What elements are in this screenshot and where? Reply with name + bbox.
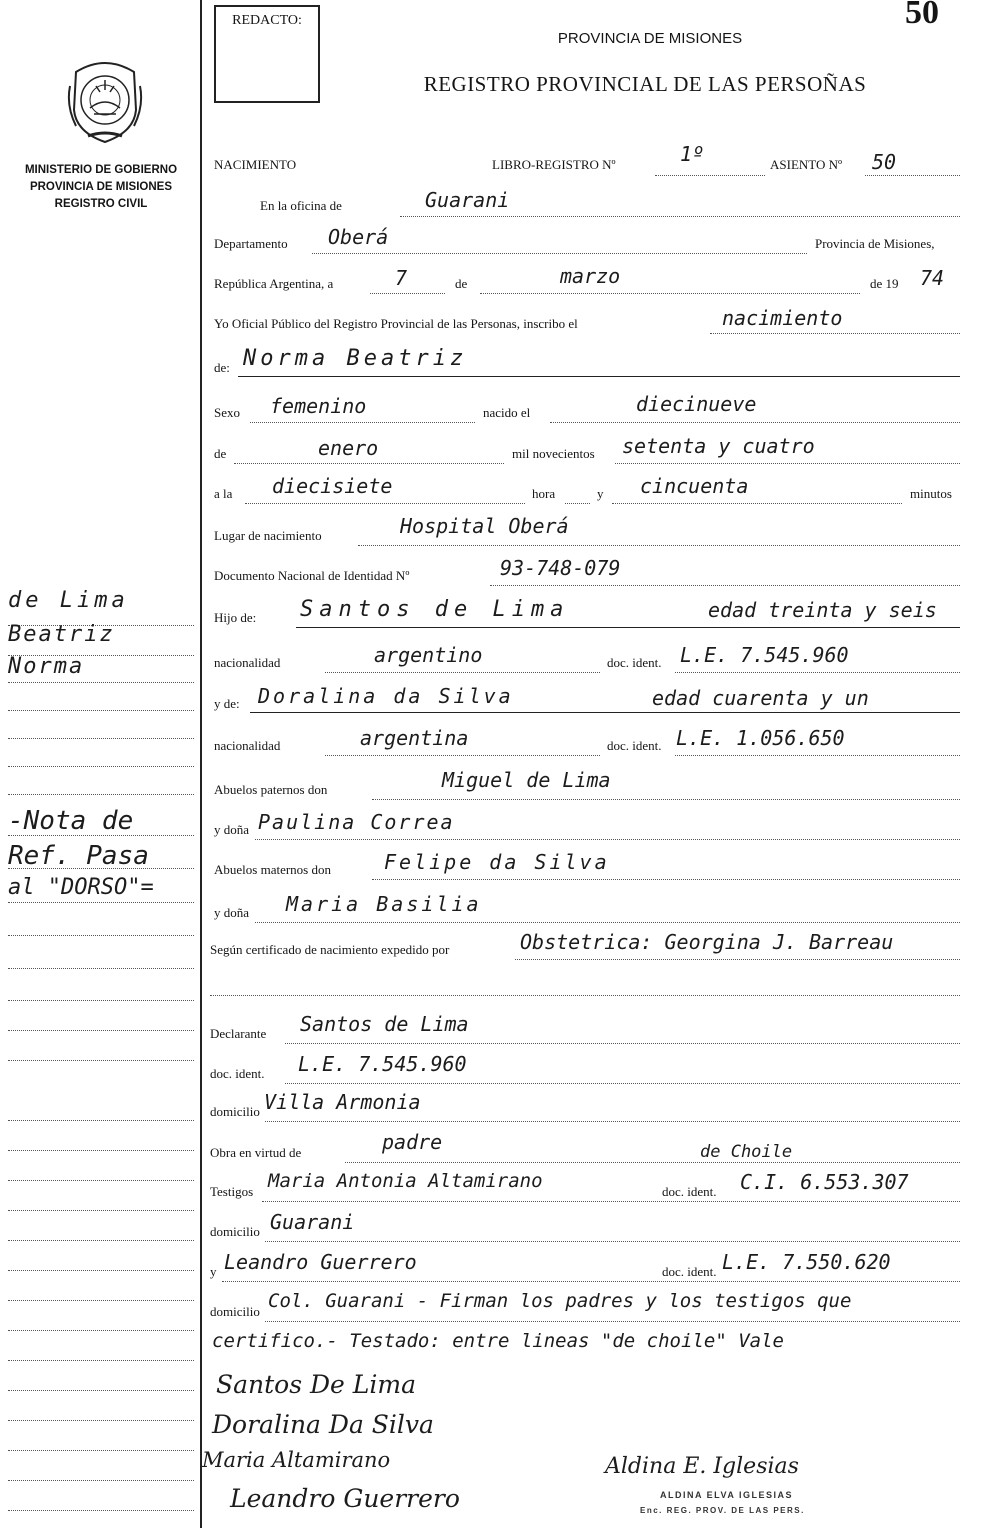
margin-line (8, 1000, 194, 1001)
record-type-label: NACIMIENTO (214, 157, 297, 172)
witness2-doc: L.E. 7.550.620 (722, 1250, 891, 1274)
margin-line (8, 710, 194, 711)
pat-grandmother-line (255, 839, 960, 840)
nationality-label: nacionalidad (214, 655, 281, 670)
minutes-line (612, 503, 902, 504)
department-value: Oberá (328, 225, 389, 249)
sex-value: femenino (270, 394, 367, 418)
mat-grandfather-line (372, 879, 960, 880)
name-rule (238, 376, 960, 377)
born-day-line (550, 422, 960, 423)
certificate-line (515, 959, 960, 960)
pat-grandfather: Miguel de Lima (442, 768, 611, 792)
minutes-value: cincuenta (640, 474, 749, 498)
hour-gap-line (565, 503, 590, 504)
margin-line (8, 1330, 194, 1331)
witness1-address-label: domicilio (210, 1224, 260, 1239)
virtue-label: Obra en virtud de (210, 1145, 302, 1160)
born-year-value: setenta y cuatro (622, 434, 815, 458)
margin-line (8, 1180, 194, 1181)
day-line (370, 293, 445, 294)
margin-line (8, 935, 194, 936)
at-label: a la (214, 486, 233, 501)
office-line (400, 216, 960, 217)
registry-heading: REGISTRO PROVINCIAL DE LAS PERSOÑAS (423, 72, 867, 96)
witness2-address-line (265, 1321, 960, 1322)
certificate-value: Obstetrica: Georgina J. Barreau (520, 930, 894, 954)
witness2-line (222, 1281, 960, 1282)
margin-note-line3: al "DORSO"= (8, 875, 154, 900)
mat-dona-label: y doña (214, 905, 250, 920)
margin-line (8, 1390, 194, 1391)
declarant-label: Declarante (210, 1026, 267, 1041)
book-line (655, 175, 765, 176)
child-label: Hijo de: (214, 610, 257, 625)
margin-line (8, 1060, 194, 1061)
republic-label: República Argentina, a (214, 276, 334, 291)
day-value: 7 (395, 266, 408, 290)
margin-surname: de Lima (8, 588, 129, 613)
book-value: 1º (680, 142, 705, 166)
signature-declarant: Santos De Lima (216, 1370, 416, 1399)
witness1-insert: de Choile (700, 1142, 793, 1162)
year-value: 74 (920, 266, 945, 290)
de2-label: de (214, 446, 227, 461)
margin-line (8, 1270, 194, 1271)
born-label: nacido el (483, 405, 531, 420)
margin-first-name: Norma (8, 654, 85, 679)
margin-line (8, 902, 194, 903)
virtue-value: padre (382, 1130, 443, 1154)
witness1-name: Maria Antonia Altamirano (268, 1170, 543, 1192)
witness2-address: Col. Guarani - Firman los padres y los testigos que (268, 1290, 852, 1312)
father-doc-line (675, 672, 960, 673)
place-value: Hospital Oberá (400, 514, 569, 538)
sex-label: Sexo (214, 405, 240, 420)
witness1-line (262, 1201, 960, 1202)
address-label: domicilio (210, 1104, 260, 1119)
mat-grandfather: Felipe da Silva (384, 850, 610, 874)
of-label: de: (214, 360, 230, 375)
mother-age: edad cuarenta y un (652, 686, 869, 710)
mother-doc: L.E. 1.056.650 (676, 726, 845, 750)
place-label: Lugar de nacimiento (214, 528, 322, 543)
pat-grandfather-line (372, 799, 960, 800)
witness1-address-line (265, 1241, 960, 1242)
official-stamp-title: Enc. REG. PROV. DE LAS PERS. (640, 1506, 805, 1515)
name-value: Norma Beatriz (243, 346, 468, 371)
pat-grandmother: Paulina Correa (258, 810, 455, 834)
witness1-doc: C.I. 6.553.307 (740, 1170, 909, 1194)
declarant-doc-label: doc. ident. (210, 1066, 265, 1081)
certificate-label: Según certificado de nacimiento expedido por (210, 942, 450, 957)
mat-grand-label: Abuelos maternos don (214, 862, 331, 877)
thousand-label: mil novecientos (512, 446, 595, 461)
margin-line (8, 766, 194, 767)
and-label: y de: (214, 696, 240, 711)
minutes-label: minutos (910, 486, 952, 501)
mother-doc-line (675, 755, 960, 756)
official-text: Yo Oficial Público del Registro Provincial de las Personas, inscribo el (214, 316, 578, 331)
department-label: Departamento (214, 236, 288, 251)
entry-line (865, 175, 960, 176)
redacto-label: REDACTO: (232, 13, 302, 28)
margin-line (8, 968, 194, 969)
hour-label: hora (532, 486, 556, 501)
margin-line (8, 1480, 194, 1481)
declarant-value: Santos de Lima (300, 1012, 469, 1036)
provincial-seal-icon (66, 56, 144, 144)
declarant-line (285, 1043, 960, 1044)
mother-nationality: argentina (360, 726, 469, 750)
father-nationality-line (325, 672, 600, 673)
sex-line (250, 422, 475, 423)
born-month-value: enero (318, 436, 379, 460)
dni-label: Documento Nacional de Identidad Nº (214, 568, 410, 583)
witness2-y-label: y (210, 1264, 217, 1279)
margin-line (8, 1450, 194, 1451)
entry-label: ASIENTO Nº (770, 157, 843, 172)
dni-line (490, 585, 960, 586)
ministry-province-line: PROVINCIA DE MISIONES (29, 181, 173, 193)
pat-grand-label: Abuelos paternos don (214, 782, 328, 797)
margin-line (8, 1240, 194, 1241)
declarant-address: Villa Armonia (264, 1090, 421, 1114)
margin-line (8, 1210, 194, 1211)
office-label: En la oficina de (260, 198, 342, 213)
mother-rule (250, 712, 960, 713)
ministry-line: MINISTERIO DE GOBIERNO (24, 164, 178, 176)
province-heading: PROVINCIA DE MISIONES (557, 30, 743, 47)
witness1-address: Guarani (270, 1210, 355, 1234)
official-stamp-name: ALDINA ELVA IGLESIAS (660, 1490, 794, 1500)
margin-line (8, 1510, 194, 1511)
certificate-line-2 (210, 995, 960, 996)
born-year-line (615, 463, 960, 464)
hour-value: diecisiete (272, 474, 393, 498)
office-value: Guarani (425, 188, 510, 212)
entry-value: 50 (872, 150, 897, 174)
month-line (480, 293, 860, 294)
margin-middle-name: Beatriz (8, 622, 115, 647)
ministry-block (8, 162, 194, 213)
signature-mother: Doralina Da Silva (212, 1410, 434, 1439)
province-suffix: Provincia de Misiones, (815, 236, 935, 251)
place-line (358, 545, 960, 546)
month-value: marzo (560, 264, 621, 288)
folio-number: 50 (905, 0, 939, 31)
margin-note-line1: -Nota de (8, 806, 134, 836)
witness2-address-label: domicilio (210, 1304, 260, 1319)
mother-value: Doralina da Silva (258, 684, 514, 708)
margin-line (8, 1030, 194, 1031)
closing-line: certifico.- Testado: entre lineas "de choile" Vale (212, 1330, 784, 1352)
margin-line (8, 1150, 194, 1151)
margin-line (8, 1300, 194, 1301)
act-line (710, 333, 960, 334)
witness-label: Testigos (210, 1184, 254, 1199)
redacto-box (214, 5, 320, 103)
signature-official: Aldina E. Iglesias (605, 1454, 799, 1479)
father-nationality: argentino (374, 643, 483, 667)
margin-note-line2: Ref. Pasa (8, 841, 149, 871)
witness1-doc-label: doc. ident. (662, 1184, 717, 1199)
act-value: nacimiento (722, 306, 843, 330)
de-label: de (455, 276, 468, 291)
declarant-doc-line (285, 1083, 960, 1084)
father-value: Santos de Lima (300, 597, 570, 622)
margin-line (8, 738, 194, 739)
father-doc: L.E. 7.545.960 (680, 643, 849, 667)
signature-witness1: Maria Altamirano (202, 1448, 391, 1472)
father-age: edad treinta y seis (708, 598, 937, 622)
dni-value: 93-748-079 (500, 556, 621, 580)
mat-grandmother-line (255, 922, 960, 923)
virtue-line (345, 1162, 960, 1163)
witness2-name: Leandro Guerrero (224, 1250, 417, 1274)
mother-nationality-line (325, 755, 600, 756)
margin-line (8, 1120, 194, 1121)
mat-grandmother: Maria Basilia (286, 892, 482, 916)
born-day-value: diecinueve (636, 392, 757, 416)
witness2-doc-label: doc. ident. (662, 1264, 717, 1279)
declarant-address-line (265, 1121, 960, 1122)
doc-label: doc. ident. (607, 655, 662, 670)
margin-line (8, 794, 194, 795)
margin-divider (200, 0, 202, 1528)
signature-witness2: Leandro Guerrero (230, 1484, 460, 1513)
margin-line (8, 1360, 194, 1361)
y-label: y (597, 486, 604, 501)
ministry-registry-line: REGISTRO CIVIL (54, 198, 148, 210)
year-label: de 19 (870, 276, 899, 291)
mother-nationality-label: nacionalidad (214, 738, 281, 753)
department-line (312, 253, 807, 254)
born-month-line (234, 463, 504, 464)
dona-label: y doña (214, 822, 250, 837)
hour-line (245, 503, 525, 504)
declarant-doc: L.E. 7.545.960 (298, 1052, 467, 1076)
margin-line (8, 1420, 194, 1421)
mother-doc-label: doc. ident. (607, 738, 662, 753)
book-label: LIBRO-REGISTRO Nº (492, 157, 616, 172)
father-rule (296, 627, 960, 628)
margin-line (8, 682, 194, 683)
